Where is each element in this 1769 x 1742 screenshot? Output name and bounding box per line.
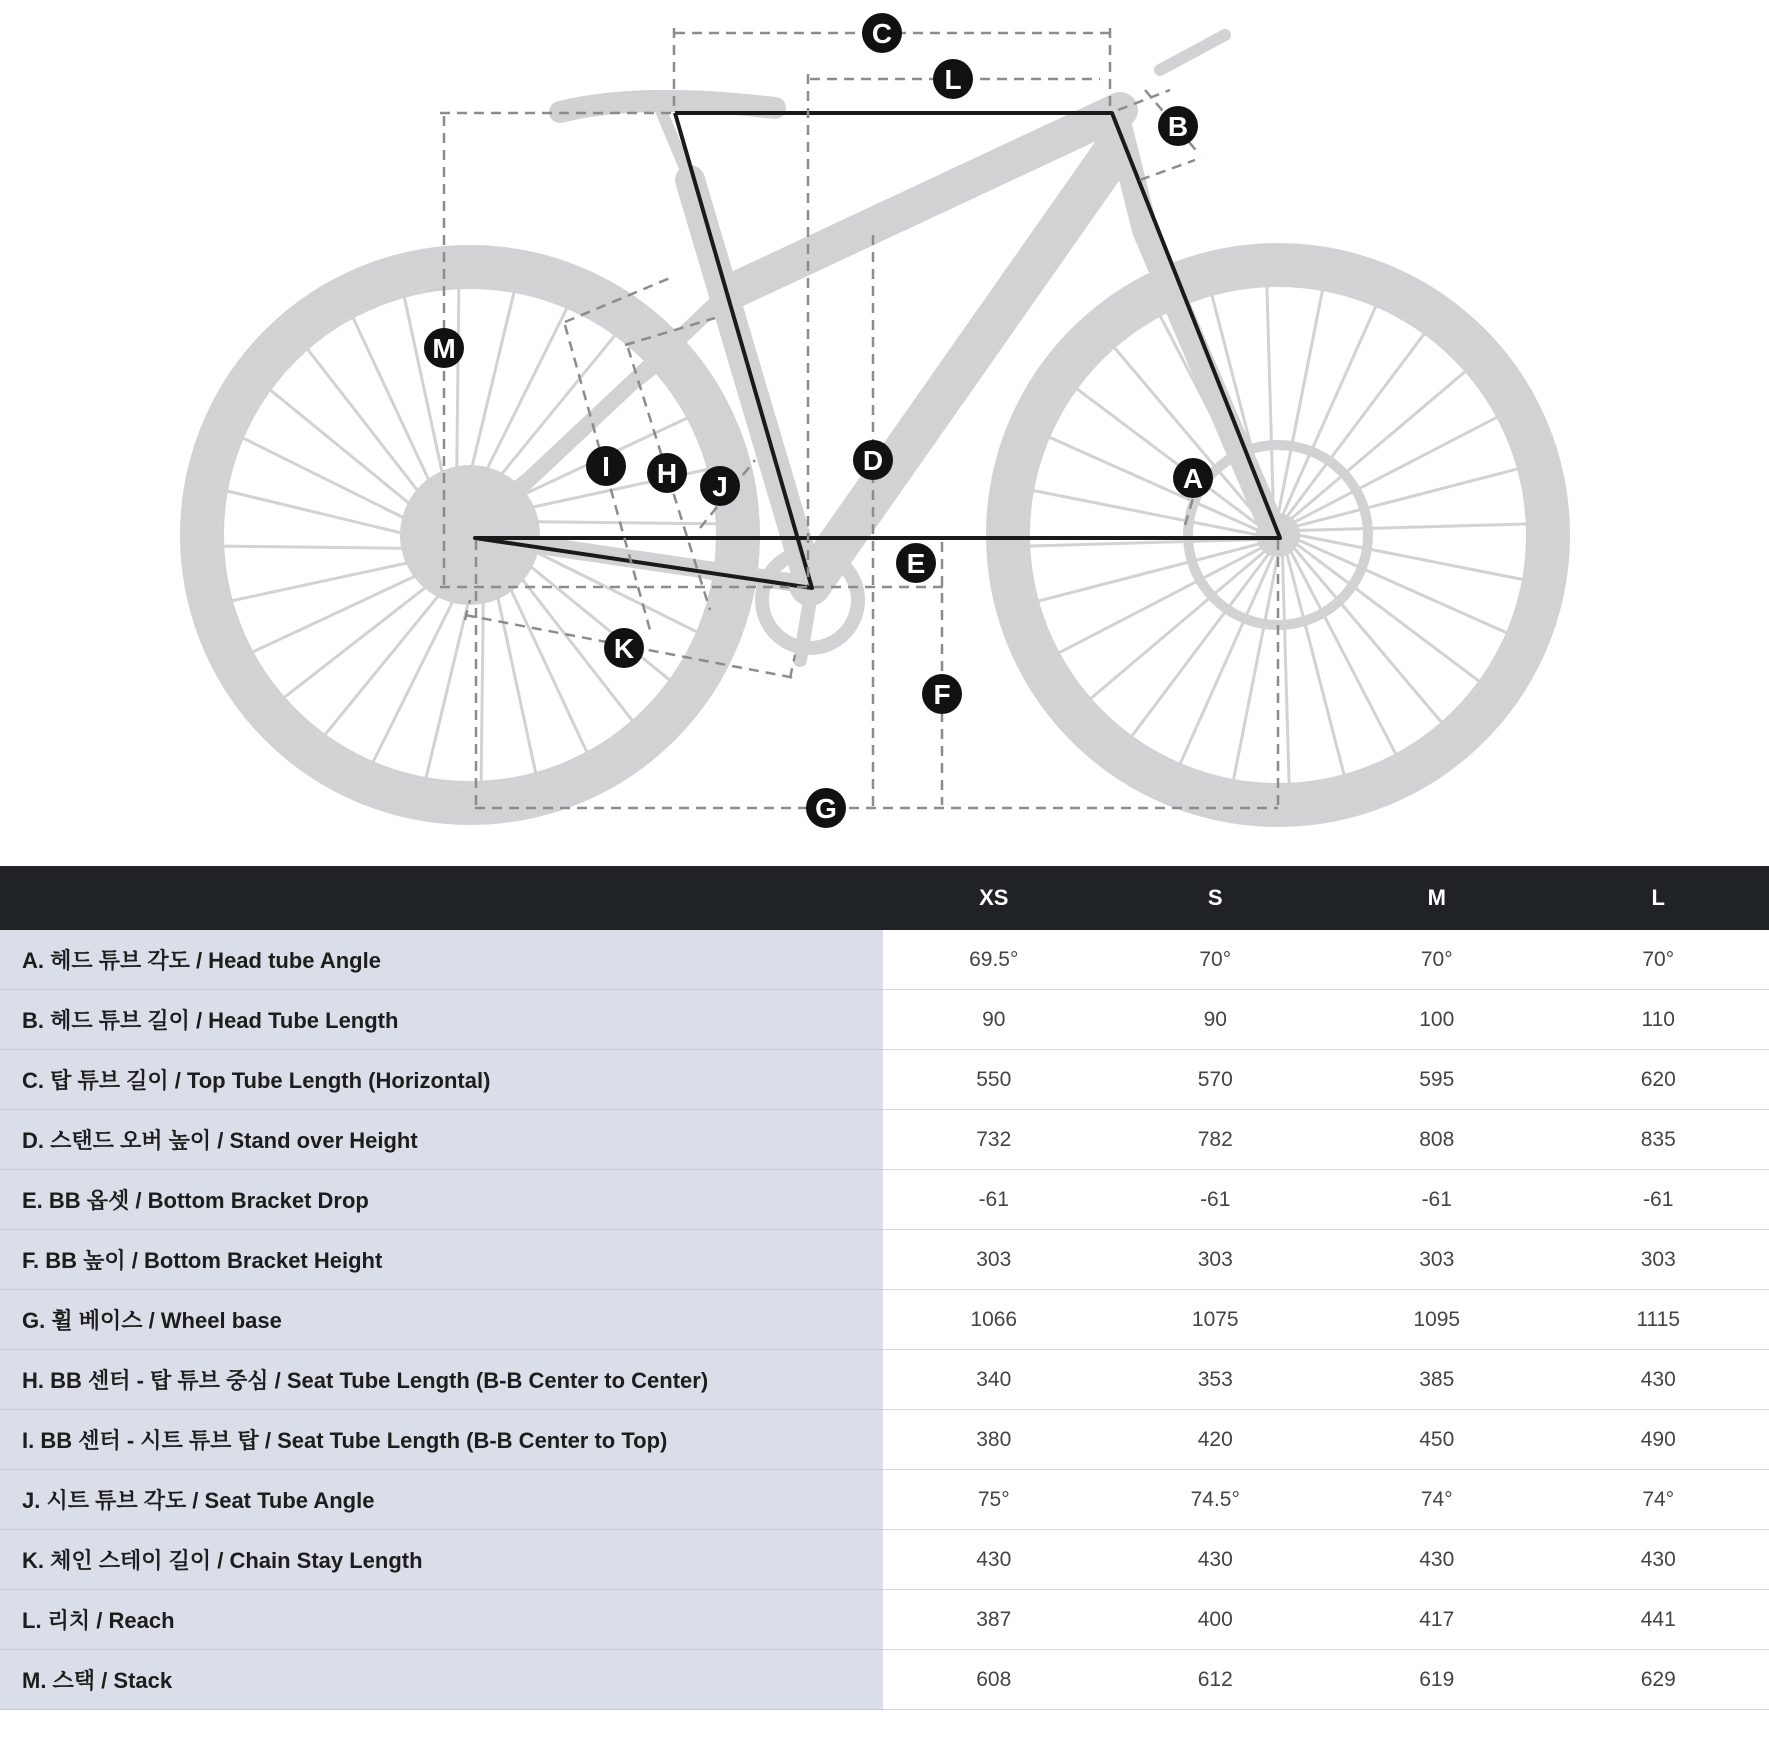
svg-text:E: E [906, 548, 926, 579]
table-cell: 90 [883, 990, 1105, 1050]
table-header-row [0, 866, 1769, 930]
table-cell: 450 [1326, 1410, 1548, 1470]
row-label: B. 헤드 튜브 길이 / Head Tube Length [0, 990, 883, 1050]
table-cell: 70° [1105, 930, 1327, 990]
table-row [0, 930, 1769, 990]
geometry-table [0, 866, 1769, 1710]
marker-a [1173, 458, 1213, 498]
table-cell: 570 [1105, 1050, 1327, 1110]
dimension-lines [440, 28, 1278, 812]
svg-text:C: C [871, 18, 893, 49]
table-row [0, 1530, 1769, 1590]
table-cell: 303 [1548, 1230, 1769, 1290]
marker-e [896, 543, 936, 583]
table-cell: 430 [1548, 1350, 1769, 1410]
svg-text:D: D [862, 445, 884, 476]
table-cell: 303 [883, 1230, 1105, 1290]
marker-i [586, 446, 626, 486]
table-cell: 110 [1548, 990, 1769, 1050]
marker-k [604, 628, 644, 668]
marker-g [806, 788, 846, 828]
table-cell: 417 [1326, 1590, 1548, 1650]
table-row [0, 1170, 1769, 1230]
table-cell: 340 [883, 1350, 1105, 1410]
table-row [0, 1350, 1769, 1410]
table-cell: 74.5° [1105, 1470, 1327, 1530]
svg-text:B: B [1167, 111, 1189, 142]
table-cell: 490 [1548, 1410, 1769, 1470]
table-cell: 353 [1105, 1350, 1327, 1410]
marker-j [700, 466, 740, 506]
svg-text:F: F [933, 679, 951, 710]
row-label: K. 체인 스테이 길이 / Chain Stay Length [0, 1530, 883, 1590]
table-cell: 303 [1326, 1230, 1548, 1290]
row-label: J. 시트 튜브 각도 / Seat Tube Angle [0, 1470, 883, 1530]
svg-text:I: I [602, 451, 610, 482]
table-cell: 75° [883, 1470, 1105, 1530]
table-row [0, 1110, 1769, 1170]
table-cell: 612 [1105, 1650, 1327, 1710]
table-cell: 74° [1326, 1470, 1548, 1530]
svg-text:M: M [432, 333, 456, 364]
table-row [0, 1410, 1769, 1470]
size-header-s: S [1105, 866, 1327, 930]
table-cell: 1115 [1548, 1290, 1769, 1350]
table-cell: 430 [883, 1530, 1105, 1590]
table-cell: -61 [883, 1170, 1105, 1230]
marker-c [862, 13, 902, 53]
table-cell: 595 [1326, 1050, 1548, 1110]
row-label: D. 스탠드 오버 높이 / Stand over Height [0, 1110, 883, 1170]
svg-text:L: L [944, 64, 962, 95]
table-cell: 303 [1105, 1230, 1327, 1290]
table-cell: 100 [1326, 990, 1548, 1050]
table-cell: 380 [883, 1410, 1105, 1470]
table-cell: 430 [1548, 1530, 1769, 1590]
header-blank-cell [0, 866, 883, 930]
table-cell: 782 [1105, 1110, 1327, 1170]
table-cell: 1095 [1326, 1290, 1548, 1350]
table-cell: -61 [1548, 1170, 1769, 1230]
svg-text:H: H [656, 458, 678, 489]
row-label: A. 헤드 튜브 각도 / Head tube Angle [0, 930, 883, 990]
table-cell: 835 [1548, 1110, 1769, 1170]
marker-f [922, 674, 962, 714]
row-label: L. 리치 / Reach [0, 1590, 883, 1650]
marker-m [424, 328, 464, 368]
marker-h [647, 453, 687, 493]
bike-geometry-diagram [0, 0, 1769, 866]
table-cell: 74° [1548, 1470, 1769, 1530]
table-cell: 387 [883, 1590, 1105, 1650]
table-row [0, 990, 1769, 1050]
table-cell: 430 [1105, 1530, 1327, 1590]
table-row [0, 1230, 1769, 1290]
row-label: C. 탑 튜브 길이 / Top Tube Length (Horizontal) [0, 1050, 883, 1110]
svg-text:J: J [712, 471, 728, 502]
size-header-m: M [1326, 866, 1548, 930]
table-cell: 400 [1105, 1590, 1327, 1650]
bike-silhouette [200, 35, 1550, 807]
table-row [0, 1470, 1769, 1530]
row-label: F. BB 높이 / Bottom Bracket Height [0, 1230, 883, 1290]
table-cell: 430 [1326, 1530, 1548, 1590]
row-label: I. BB 센터 - 시트 튜브 탑 / Seat Tube Length (B-B Center to Top) [0, 1410, 883, 1470]
svg-text:A: A [1182, 463, 1204, 494]
table-row [0, 1050, 1769, 1110]
table-cell: 732 [883, 1110, 1105, 1170]
row-label: M. 스택 / Stack [0, 1650, 883, 1710]
row-label: G. 휠 베이스 / Wheel base [0, 1290, 883, 1350]
table-cell: 629 [1548, 1650, 1769, 1710]
marker-l [933, 59, 973, 99]
table-row [0, 1650, 1769, 1710]
table-cell: 620 [1548, 1050, 1769, 1110]
table-cell: 441 [1548, 1590, 1769, 1650]
size-header-l: L [1548, 866, 1769, 930]
table-cell: 420 [1105, 1410, 1327, 1470]
table-cell: 1075 [1105, 1290, 1327, 1350]
row-label: H. BB 센터 - 탑 튜브 중심 / Seat Tube Length (B-B Center to Center) [0, 1350, 883, 1410]
marker-b [1158, 106, 1198, 146]
svg-text:G: G [815, 793, 837, 824]
svg-text:K: K [613, 633, 635, 664]
table-cell: 550 [883, 1050, 1105, 1110]
table-cell: -61 [1326, 1170, 1548, 1230]
table-cell: 90 [1105, 990, 1327, 1050]
table-cell: 69.5° [883, 930, 1105, 990]
crank-arm [800, 600, 810, 660]
table-row [0, 1290, 1769, 1350]
size-header-xs: XS [883, 866, 1105, 930]
table-cell: 808 [1326, 1110, 1548, 1170]
table-cell: 619 [1326, 1650, 1548, 1710]
table-cell: -61 [1105, 1170, 1327, 1230]
table-row [0, 1590, 1769, 1650]
table-cell: 70° [1548, 930, 1769, 990]
row-label: E. BB 옵셋 / Bottom Bracket Drop [0, 1170, 883, 1230]
marker-d [853, 440, 893, 480]
table-cell: 1066 [883, 1290, 1105, 1350]
table-cell: 608 [883, 1650, 1105, 1710]
table-cell: 385 [1326, 1350, 1548, 1410]
table-cell: 70° [1326, 930, 1548, 990]
